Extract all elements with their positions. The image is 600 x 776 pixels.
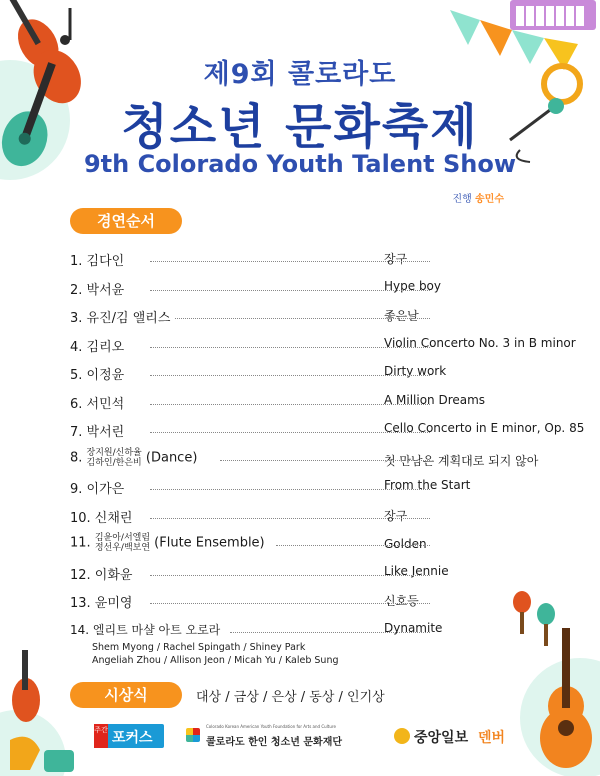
list-item <box>70 531 580 559</box>
program-section-label: 경연순서 <box>70 208 182 234</box>
dotted-leader <box>170 318 430 319</box>
dotted-leader <box>150 375 430 376</box>
performer-name: 4. 김리오 <box>70 336 128 355</box>
performer-name <box>70 448 201 468</box>
members-line-2: 김하인/한은비 <box>86 458 142 468</box>
performance-title: A Million Dreams <box>384 393 486 407</box>
performance-title: 장구 <box>384 252 408 266</box>
group-category: (Flute Ensemble) <box>154 535 265 551</box>
joongang-denver-logo <box>394 724 514 750</box>
dotted-leader <box>150 347 430 348</box>
list-item <box>70 307 580 329</box>
group-category: (Dance) <box>145 450 198 466</box>
dotted-leader <box>150 489 430 490</box>
performer-name: 1. 김다인 <box>70 250 128 269</box>
list-item <box>70 621 580 643</box>
item-number: 8. <box>70 450 83 466</box>
english-title: 9th Colorado Youth Talent Show <box>83 150 517 178</box>
dotted-leader <box>150 290 430 291</box>
members-line-2: Angeliah Zhou / Allison Jeon / Micah Yu / Kaleb Sung <box>92 655 339 666</box>
performance-title: 장구 <box>384 509 408 523</box>
performance-title: Cello Concerto in E minor, Op. 85 <box>384 421 585 435</box>
performer-name: 10. 신채린 <box>70 507 136 526</box>
dotted-leader <box>220 460 430 461</box>
performer-name <box>70 533 269 553</box>
weekly-focus-tag: 주간 <box>94 724 108 748</box>
edition-title: 제9회 콜로라도 <box>203 59 397 90</box>
host-name: 송민수 <box>475 194 504 205</box>
performance-title: 신호등 <box>384 594 419 608</box>
foundation-logo <box>186 722 376 752</box>
performance-title: Dirty work <box>384 364 447 378</box>
performer-name: 6. 서민석 <box>70 393 128 412</box>
dotted-leader <box>150 518 430 519</box>
dotted-leader <box>150 432 430 433</box>
joongang-mark-icon <box>394 728 410 744</box>
weekly-focus-name: 포커스 <box>112 730 153 746</box>
item-number: 11. <box>70 535 91 551</box>
performer-name: 7. 박서린 <box>70 421 128 440</box>
performance-title: From the Start <box>384 478 471 492</box>
performer-name: 2. 박서윤 <box>70 279 128 298</box>
dotted-leader <box>276 545 430 546</box>
foundation-subtitle: Colorado Korean American Youth Foundation for Arts and Culture <box>206 724 336 729</box>
guitar-maracas-bottom-right-illustration <box>510 588 600 776</box>
item14-members <box>92 641 339 667</box>
performance-title: 첫 만남은 계획대로 되지 않아 <box>384 454 539 468</box>
members-line-2: 정선우/백보연 <box>94 543 151 553</box>
festival-title: 청소년 문화축제 <box>121 99 479 155</box>
foundation-name: 콜로라도 한인 청소년 문화재단 <box>206 737 343 748</box>
list-item <box>70 446 580 474</box>
list-item <box>70 421 585 443</box>
foundation-mark-icon <box>186 728 200 742</box>
dotted-leader <box>150 575 430 576</box>
group-members <box>87 448 142 468</box>
list-item <box>70 336 580 358</box>
host-credit <box>453 190 505 205</box>
performance-title: Golden <box>384 537 427 551</box>
joongang-city: 덴버 <box>478 730 506 746</box>
performance-title: Like Jennie <box>384 564 449 578</box>
performer-name: 3. 유진/김 앨리스 <box>70 307 174 326</box>
joongang-name: 중앙일보 <box>414 730 469 746</box>
dotted-leader <box>150 603 430 604</box>
performer-name: 5. 이정윤 <box>70 364 128 383</box>
list-item <box>70 393 580 415</box>
performance-title: Dynamite <box>384 621 443 635</box>
list-item <box>70 364 580 386</box>
host-label: 진행 <box>452 194 472 205</box>
performance-title: Hype boy <box>384 279 441 293</box>
performance-title: Violin Concerto No. 3 in B minor <box>384 336 576 350</box>
list-item <box>70 592 580 614</box>
list-item <box>70 250 580 272</box>
members-line-1: Shem Myong / Rachel Spingath / Shiney Park <box>92 642 306 653</box>
performer-name: 12. 이화윤 <box>70 564 136 583</box>
dotted-leader <box>150 261 430 262</box>
list-item <box>70 279 580 301</box>
members-line-1: 김윤아/서엘림 <box>94 533 151 543</box>
instruments-bottom-left-illustration <box>0 640 90 776</box>
members-line-1: 장지원/신하율 <box>86 448 142 458</box>
dotted-leader <box>230 632 430 633</box>
list-item <box>70 478 580 500</box>
performer-name: 9. 이가은 <box>70 478 128 497</box>
awards-list: 대상 / 금상 / 은상 / 동상 / 인기상 <box>196 690 385 705</box>
performer-name: 14. 엘리트 마샬 아트 오로라 <box>70 621 224 638</box>
performer-name: 13. 윤미영 <box>70 592 136 611</box>
list-item <box>70 507 580 529</box>
performance-title: 좋은날 <box>384 309 419 323</box>
dotted-leader <box>150 404 430 405</box>
awards-section-label: 시상식 <box>70 682 182 708</box>
group-members <box>95 533 150 553</box>
list-item <box>70 564 580 586</box>
weekly-focus-logo <box>94 724 164 748</box>
